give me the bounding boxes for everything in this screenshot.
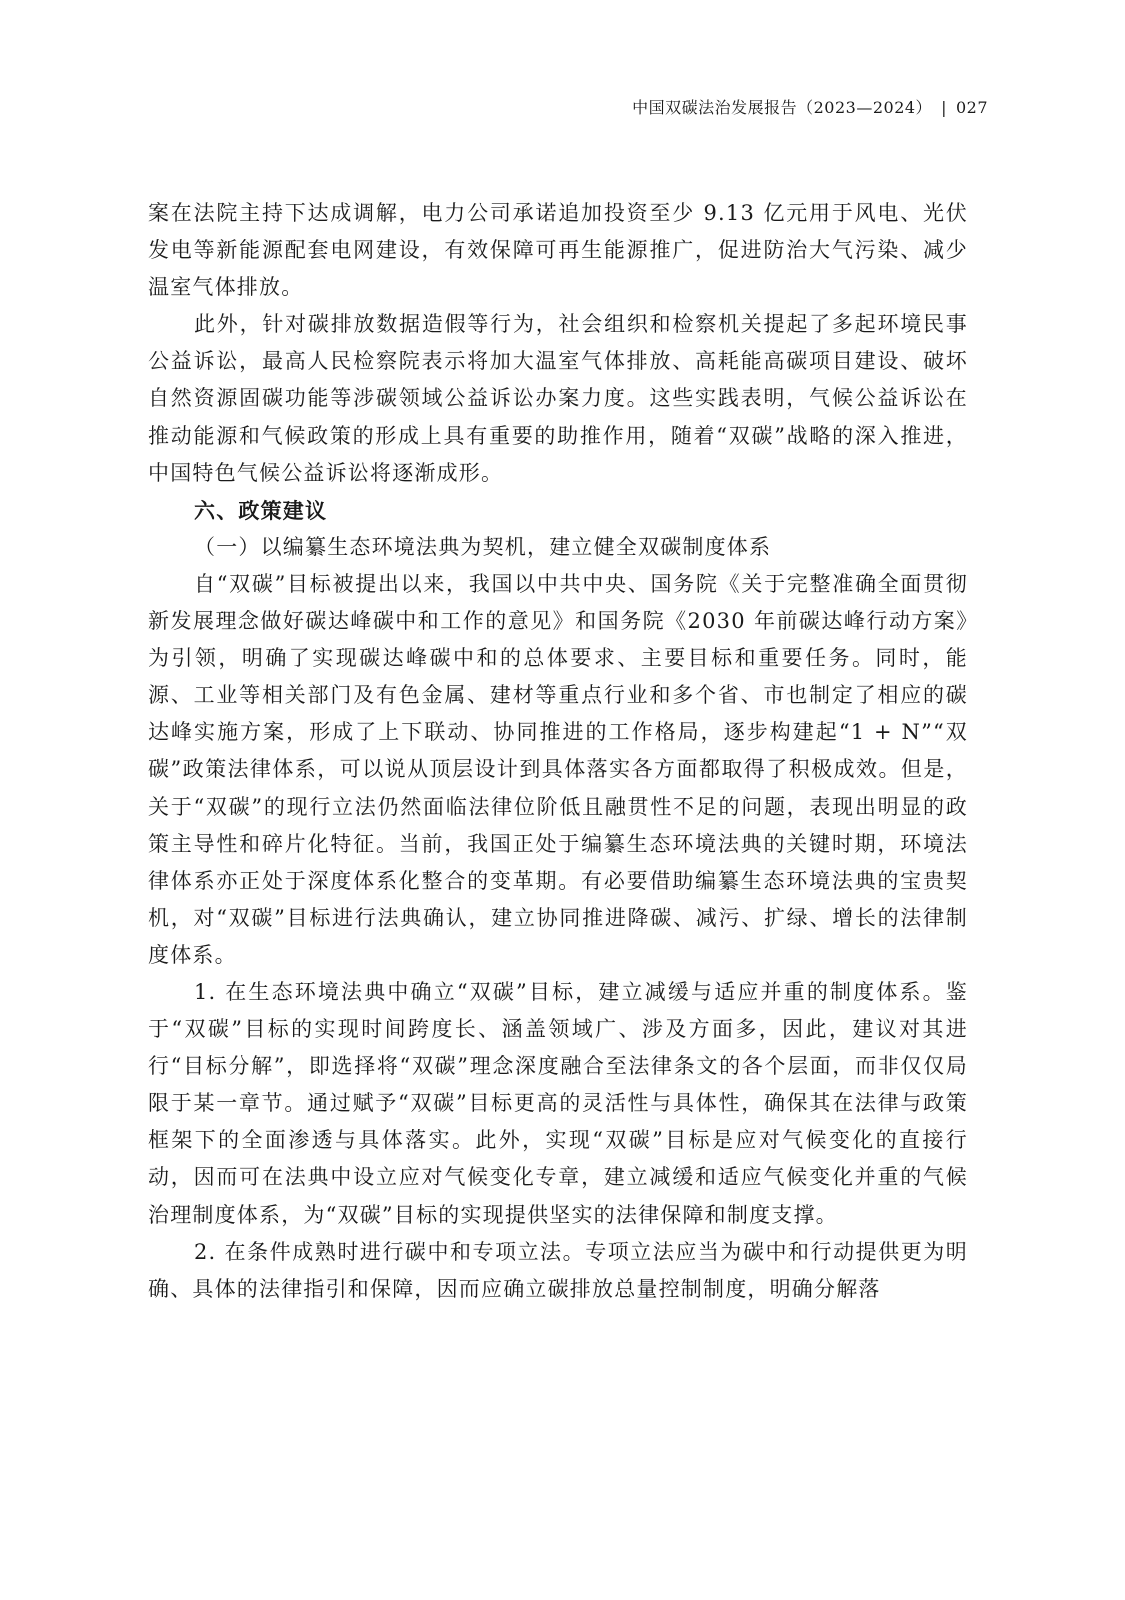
paragraph-continuation: 案在法院主持下达成调解，电力公司承诺追加投资至少 9.13 亿元用于风电、光伏发电等新能源配套电网建设，有效保障可再生能源推广，促进防治大气污染、减少温室气体排放。 bbox=[148, 201, 968, 300]
header-separator: | bbox=[941, 98, 947, 117]
running-header bbox=[632, 96, 988, 120]
page-body bbox=[148, 195, 968, 1308]
paragraph-recommendation-2: 2. 在条件成熟时进行碳中和专项立法。专项立法应当为碳中和行动提供更为明确、具体的法律指引和保障，因而应确立碳排放总量控制制度，明确分解落 bbox=[148, 1239, 968, 1301]
paragraph-dual-carbon-policy: 自“双碳”目标被提出以来，我国以中共中央、国务院《关于完整准确全面贯彻新发展理念做好碳达峰碳中和工作的意见》和国务院《2030 年前碳达峰行动方案》为引领，明确了实现碳达峰碳中和的总体要求、主要目标和重要任务。同时，能源、工业等相关部门及有色金属、建材等重点行业和多个省、市也制定了相应的碳达峰实施方案，形成了上下联动、协同推进的工作格局，逐步构建起“1 + N”“双碳”政策法律体系，可以说从顶层设计到具体落实各方面都取得了积极成效。但是，关于“双碳”的现行立法仍然面临法律位阶低且融贯性不足的问题，表现出明显的政策主导性和碎片化特征。当前，我国正处于编纂生态环境法典的关键时期，环境法律体系亦正处于深度体系化整合的变革期。有必要借助编纂生态环境法典的宝贵契机，对“双碳”目标进行法典确认，建立协同推进降碳、减污、扩绿、增长的法律制度体系。 bbox=[148, 571, 968, 967]
paragraph-recommendation-1: 1. 在生态环境法典中确立“双碳”目标，建立减缓与适应并重的制度体系。鉴于“双碳”目标的实现时间跨度长、涵盖领域广、涉及方面多，因此，建议对其进行“目标分解”，即选择将“双碳”理念深度融合至法律条文的各个层面，而非仅仅局限于某一章节。通过赋予“双碳”目标更高的灵活性与具体性，确保其在法律与政策框架下的全面渗透与具体落实。此外，实现“双碳”目标是应对气候变化的直接行动，因而可在法典中设立应对气候变化专章，建立减缓和适应气候变化并重的气候治理制度体系，为“双碳”目标的实现提供坚实的法律保障和制度支撑。 bbox=[148, 979, 968, 1227]
section-heading-policy-recommendations: 六、政策建议 bbox=[194, 497, 328, 523]
page-number: 027 bbox=[955, 98, 988, 117]
subsection-heading-1: （一）以编纂生态环境法典为契机，建立健全双碳制度体系 bbox=[194, 534, 772, 559]
header-title: 中国双碳法治发展报告（2023—2024） bbox=[632, 98, 933, 117]
paragraph-climate-litigation: 此外，针对碳排放数据造假等行为，社会组织和检察机关提起了多起环境民事公益诉讼，最高人民检察院表示将加大温室气体排放、高耗能高碳项目建设、破坏自然资源固碳功能等涉碳领域公益诉讼办案力度。这些实践表明，气候公益诉讼在推动能源和气候政策的形成上具有重要的助推作用，随着“双碳”战略的深入推进，中国特色气候公益诉讼将逐渐成形。 bbox=[148, 312, 968, 485]
